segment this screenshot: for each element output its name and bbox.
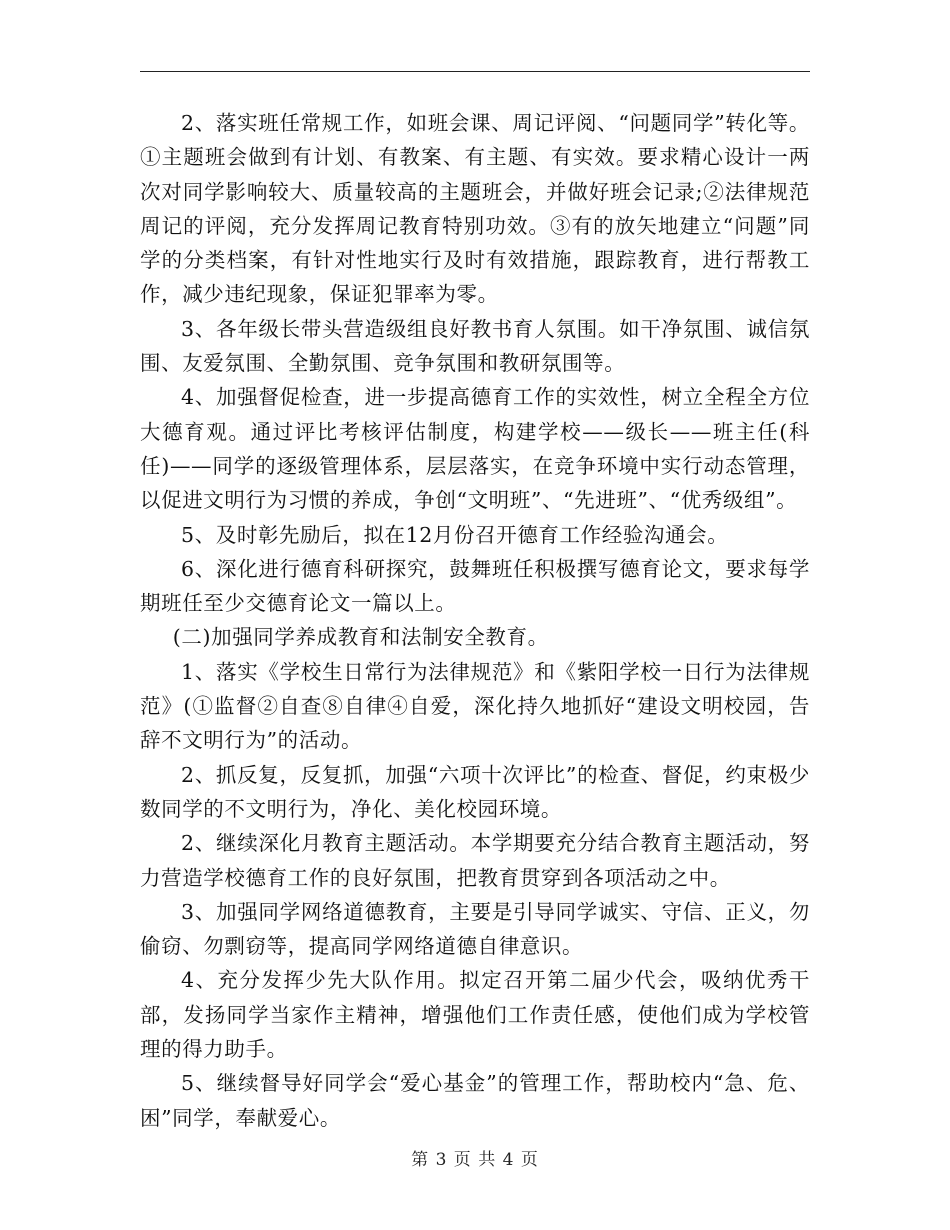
paragraph-monthly-theme: 2、继续深化月教育主题活动。本学期要充分结合教育主题活动，努力营造学校德育工作的良好氛围，把教育贯穿到各项活动之中。 <box>140 831 810 890</box>
paragraph-six-item-evaluation: 2、抓反复，反复抓，加强“六项十次评比”的检查、督促，约束极少数同学的不文明行为，净化、美化校园环境。 <box>140 762 810 821</box>
paragraph-supervision-inspection: 4、加强督促检查，进一步提高德育工作的实效性，树立全程全方位大德育观。通过评比考核评估制度，构建学校——级长——班主任(科任)——同学的逐级管理体系，层层落实，在竞争环境中实行动态管理，以促进文明行为习惯的养成，争创“文明班”、“先进班”、“优秀级组”。 <box>140 385 810 513</box>
paragraph-class-routine-work: 2、落实班任常规工作，如班会课、周记评阅、“问题同学”转化等。①主题班会做到有计划、有教案、有主题、有实效。要求精心设计一两次对同学影响较大、质量较高的主题班会，并做好班会记录;②法律规范周记的评阅，充分发挥周记教育特别功效。③有的放矢地建立“问题”同学的分类档案，有针对性地实行及时有效措施，跟踪教育，进行帮教工作，减少违纪现象，保证犯罪率为零。 <box>140 111 810 307</box>
document-body <box>140 106 810 1135</box>
paragraph-network-ethics: 3、加强同学网络道德教育，主要是引导同学诚实、守信、正义，勿偷窃、勿剽窃等，提高同学网络道德自律意识。 <box>140 899 810 959</box>
header-rule <box>140 71 810 72</box>
paragraph-behavior-norms: 1、落实《学校生日常行为法律规范》和《紫阳学校一日行为法律规范》(①监督②自查⑧自律④自爱，深化持久地抓好“建设文明校园，告辞不文明行为”的活动。 <box>140 659 810 753</box>
page-number-footer: 第 3 页 共 4 页 <box>411 1150 539 1170</box>
paragraph-young-pioneers: 4、充分发挥少先大队作用。拟定召开第二届少代会，吸纳优秀干部，发扬同学当家作主精神，增强他们工作责任感，使他们成为学校管理的得力助手。 <box>140 968 810 1062</box>
section-heading-habit-education: (二)加强同学养成教育和法制安全教育。 <box>172 625 549 650</box>
paragraph-love-fund: 5、继续督导好同学会“爱心基金”的管理工作，帮助校内“急、危、困”同学，奉献爱心。 <box>140 1071 810 1130</box>
paragraph-experience-meeting: 5、及时彰先励后，拟在12月份召开德育工作经验沟通会。 <box>181 522 729 547</box>
paragraph-moral-research: 6、深化进行德育科研探究，鼓舞班任积极撰写德育论文，要求每学期班任至少交德育论文一篇以上。 <box>140 556 810 616</box>
paragraph-grade-atmosphere: 3、各年级长带头营造级组良好教书育人氛围。如干净氛围、诚信氛围、友爱氛围、全勤氛围、竞争氛围和教研氛围等。 <box>140 316 810 376</box>
